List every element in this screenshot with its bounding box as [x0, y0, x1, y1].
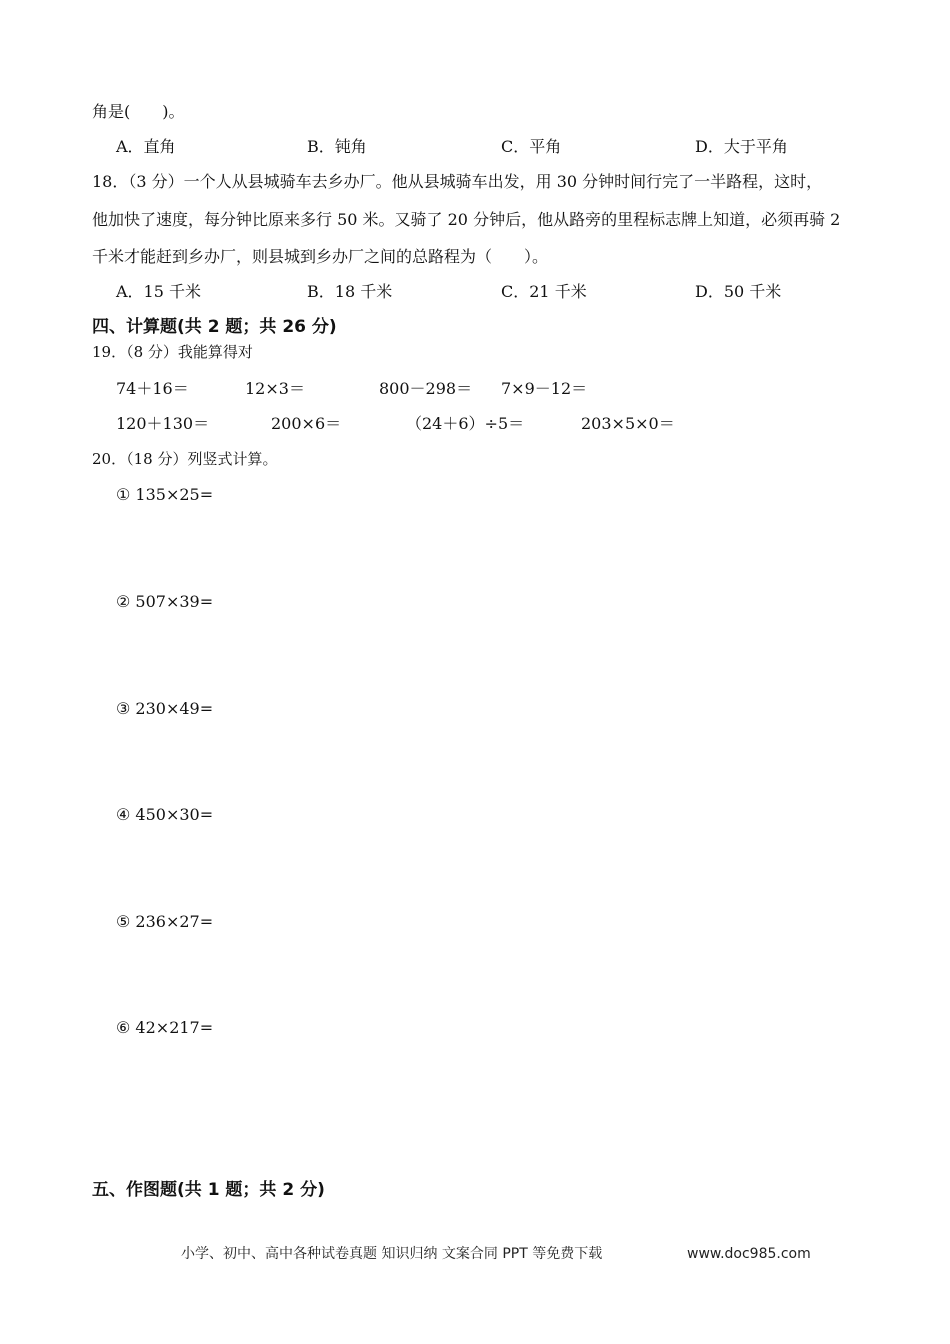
- q20-item-1: ① 135×25=: [116, 485, 214, 504]
- q19-expr: 203×5×0＝: [581, 414, 675, 433]
- q17-option-c: C．平角: [501, 137, 562, 156]
- q20-item-2: ② 507×39=: [116, 592, 214, 611]
- q20-item-3: ③ 230×49=: [116, 699, 214, 718]
- q20-title: 20．（18 分）列竖式计算。: [92, 450, 278, 468]
- q19-expr: 74＋16＝: [116, 379, 189, 398]
- footer-text: 小学、初中、高中各种试卷真题 知识归纳 文案合同 PPT 等免费下载: [181, 1246, 603, 1262]
- q18-option-b: B．18 千米: [307, 282, 393, 301]
- q19-expr: 120＋130＝: [116, 414, 210, 433]
- q19-expr: （24＋6）÷5＝: [406, 414, 525, 433]
- q18-option-a: A．15 千米: [116, 282, 202, 301]
- q18-line-2: 他加快了速度，每分钟比原来多行 50 米。又骑了 20 分钟后，他从路旁的里程标志牌上知道，必须再骑 2: [92, 210, 841, 229]
- q18-line-1: 18．（3 分）一个人从县城骑车去乡办厂。他从县城骑车出发，用 30 分钟时间行完了一半路程，这时，: [92, 172, 823, 191]
- section-5-title: 五、作图题(共 1 题；共 2 分): [92, 1180, 325, 1200]
- q17-option-a: A．直角: [116, 137, 176, 156]
- q17-stem-tail: 角是( )。: [92, 102, 185, 121]
- q19-expr: 200×6＝: [271, 414, 342, 433]
- q20-item-5: ⑤ 236×27=: [116, 912, 214, 931]
- section-4-title: 四、计算题(共 2 题；共 26 分): [92, 317, 337, 337]
- q20-item-6: ⑥ 42×217=: [116, 1018, 214, 1037]
- q19-expr: 12×3＝: [245, 379, 305, 398]
- q17-option-d: D．大于平角: [695, 137, 788, 156]
- q20-item-4: ④ 450×30=: [116, 805, 214, 824]
- q18-option-c: C．21 千米: [501, 282, 587, 301]
- q18-line-3: 千米才能赶到乡办厂，则县城到乡办厂之间的总路程为（ ）。: [92, 247, 549, 266]
- q19-title: 19．（8 分）我能算得对: [92, 343, 253, 361]
- footer-url[interactable]: www.doc985.com: [687, 1246, 811, 1262]
- q19-expr: 7×9－12＝: [501, 379, 588, 398]
- q19-expr: 800－298＝: [379, 379, 473, 398]
- q17-option-b: B．钝角: [307, 137, 367, 156]
- q18-option-d: D．50 千米: [695, 282, 782, 301]
